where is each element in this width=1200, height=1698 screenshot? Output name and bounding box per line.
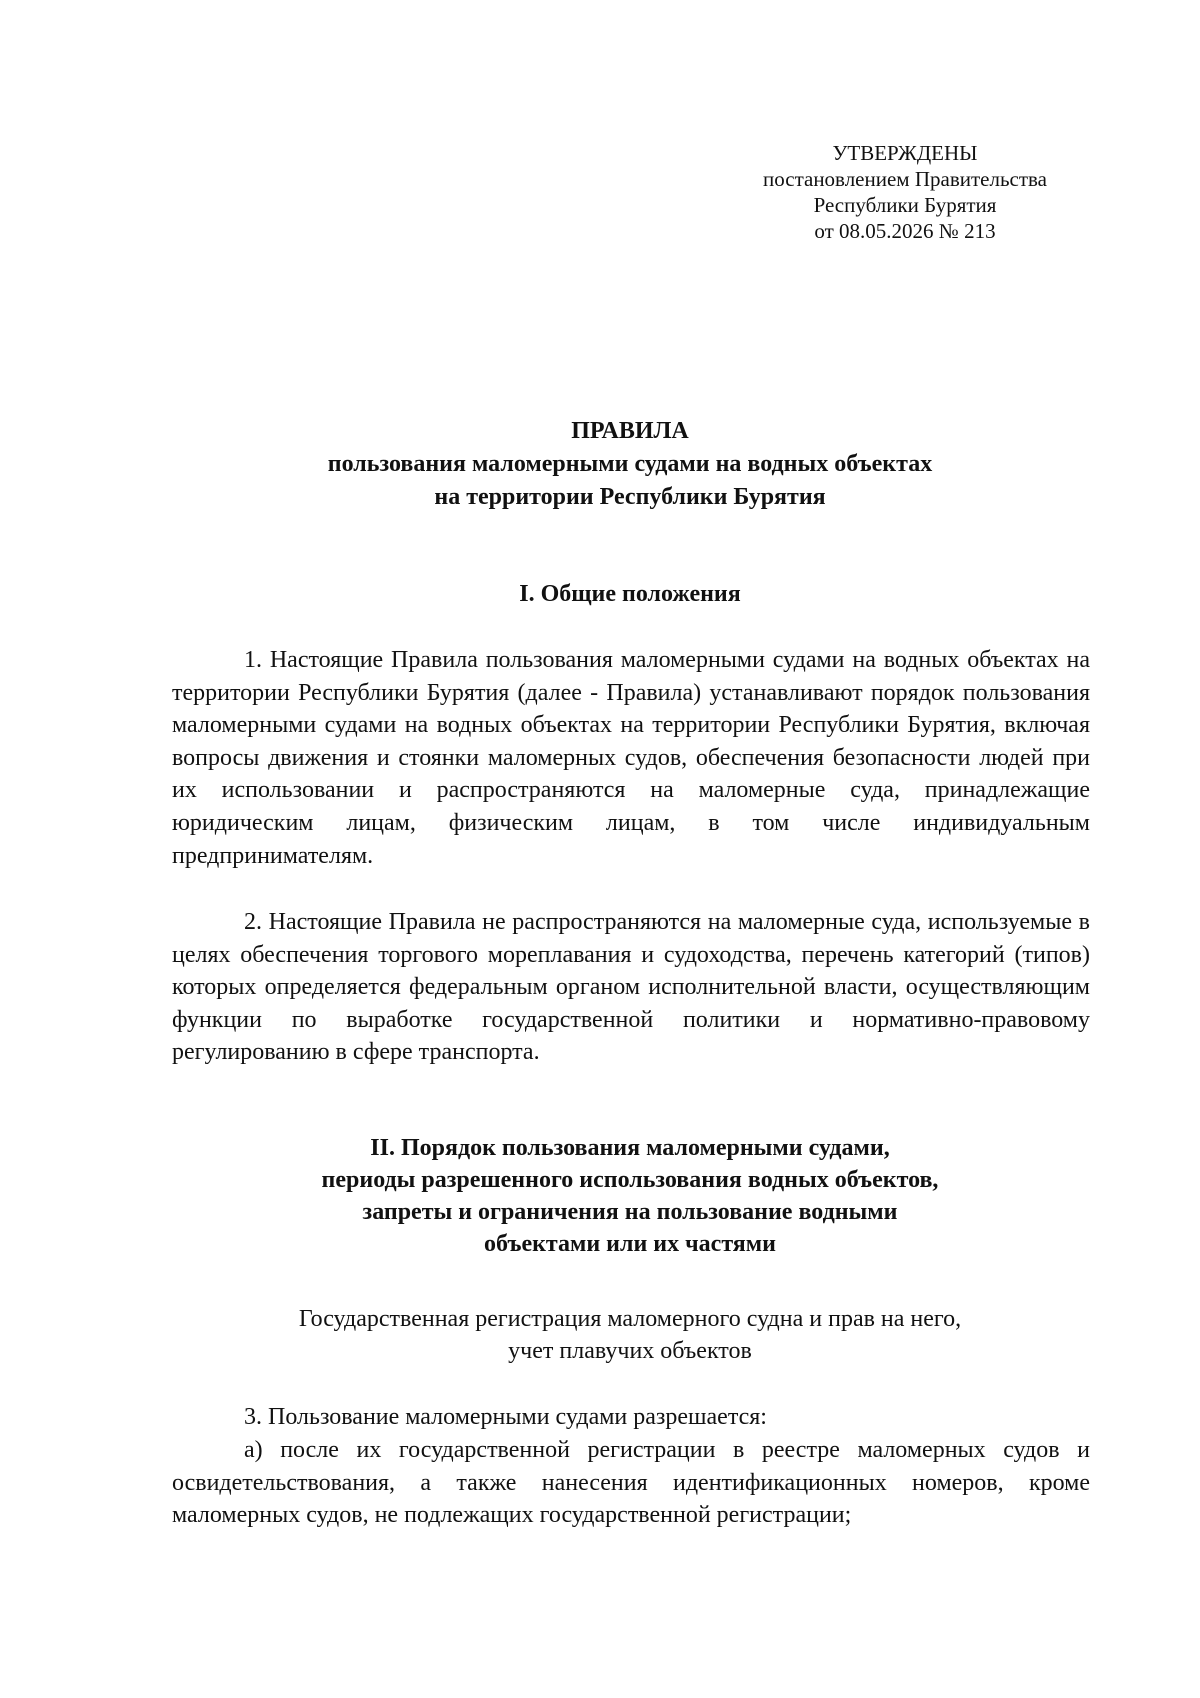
approval-line-4: от 08.05.2026 № 213 [814, 219, 996, 243]
title-line-2: пользования маломерными судами на водных объектах [327, 451, 933, 477]
subsection-heading [140, 1303, 1120, 1367]
paragraph-3a: а) после их государственной регистрации в реестре маломерных судов и освидетельствования, а также нанесения идентификационных номеров, кроме маломерных судов, не подлежащих государственной регистрации; [172, 1437, 1090, 1529]
approval-stamp [735, 140, 1075, 244]
section-2-line-4: объектами или их частями [484, 1231, 776, 1257]
paragraph-3: 3. Пользование маломерными судами разрешается: [244, 1404, 767, 1430]
subsection-line-1: Государственная регистрация маломерного судна и прав на него, [298, 1306, 962, 1332]
title-line-1: ПРАВИЛА [571, 418, 689, 444]
section-2-line-1: II. Порядок пользования маломерными судами, [370, 1135, 890, 1161]
approval-line-3: Республики Бурятия [813, 193, 997, 217]
document-title [140, 415, 1120, 514]
paragraph-2: 2. Настоящие Правила не распространяются на маломерные суда, используемые в целях обеспечения торгового мореплавания и судоходства, перечень категорий (типов) которых определяется федеральным органом исполнительной власти, осуществляющим функции по выработке государственной политики и нормативно-правовому регулированию в сфере транспорта. [172, 909, 1090, 1066]
paragraph-1: 1. Настоящие Правила пользования маломерными судами на водных объектах на территории Республики Бурятия (далее - Правила) устанавливают порядок пользования маломерными судами на водных объектах на территории Республики Бурятия, включая вопросы движения и стоянки маломерных судов, обеспечения безопасности людей при их использовании и распространяются на маломерные суда, принадлежащие юридическим лицам, физическим лицам, в том числе индивидуальным предпринимателям. [172, 647, 1090, 869]
section-2-line-3: запреты и ограничения на пользование водными [362, 1199, 898, 1225]
title-line-3: на территории Республики Бурятия [434, 484, 826, 510]
subsection-line-2: учет плавучих объектов [508, 1338, 752, 1364]
approval-line-2: постановлением Правительства [762, 167, 1047, 191]
approval-line-1: УТВЕРЖДЕНЫ [832, 141, 978, 165]
section-1-heading: I. Общие положения [519, 581, 741, 607]
section-2-heading [140, 1132, 1120, 1260]
section-2-line-2: периоды разрешенного использования водных объектов, [321, 1167, 939, 1193]
